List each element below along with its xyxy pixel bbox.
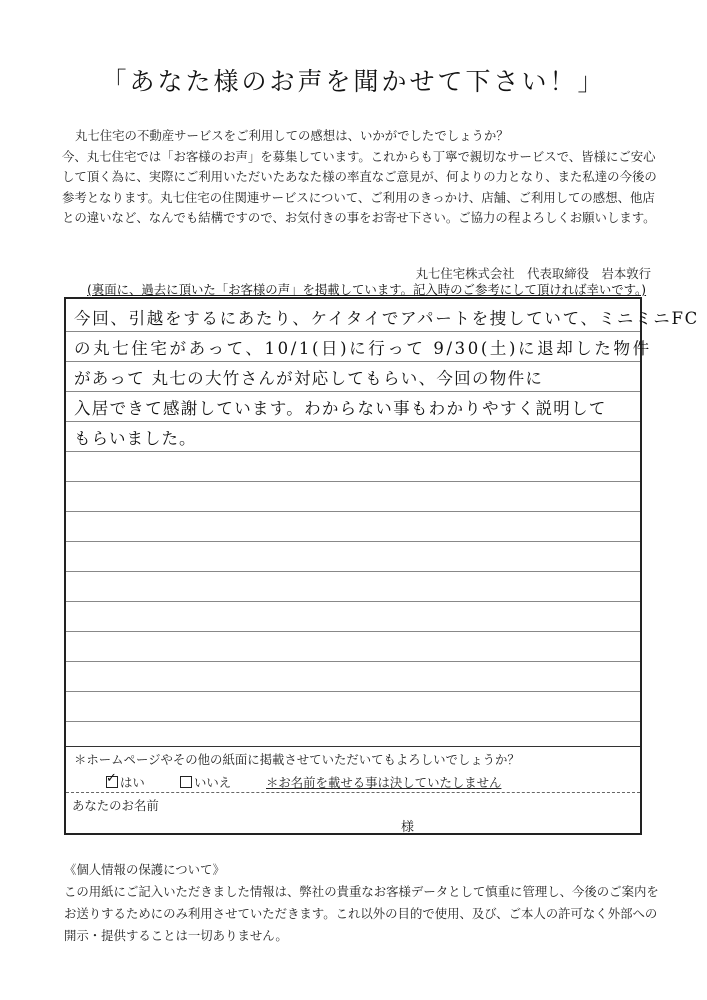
intro-line: との違いなど、なんでも結構ですので、お気付きの事をお寄せ下さい。ご協力の程よろしくお願いします。: [62, 210, 656, 225]
ruled-line: [66, 541, 640, 542]
name-field-label: あなたのお名前: [72, 798, 159, 813]
privacy-line: お送りするためにのみ利用させていただきます。これ以外の目的で使用、及び、ご本人の許可なく外部への: [64, 906, 658, 921]
ruled-line: [66, 601, 640, 602]
privacy-line: この用紙にご記入いただきました情報は、弊社の貴重なお客様データとして慎重に管理し、今後のご案内を: [64, 884, 659, 899]
handwritten-line: もらいました。: [74, 429, 197, 448]
consent-no-option[interactable]: [180, 773, 231, 791]
handwritten-line: の丸七住宅があって、10/1(日)に行って 9/30(土)に退却した物件: [74, 339, 652, 358]
intro-line: 丸七住宅の不動産サービスをご利用しての感想は、いかがでしたでしょうか？: [75, 128, 509, 143]
ruled-line: [66, 511, 640, 512]
check-icon: ✓: [106, 771, 117, 786]
ruled-line: [66, 691, 640, 692]
back-page-note: (裏面に、過去に頂いた「お客様の声」を掲載しています。記入時のご参考にして頂ければ幸いです。): [87, 282, 647, 297]
ruled-line: [66, 661, 640, 662]
dashed-divider: [66, 792, 640, 793]
intro-line: して頂く為に、実際にご利用いただいたあなた様の率直なご意見が、何よりの力となり、また私達の今後の: [62, 169, 657, 184]
comment-box: [64, 297, 699, 835]
page-title: 「あなた様のお声を聞かせて下さい！」: [101, 67, 606, 96]
consent-no-label: いいえ: [194, 775, 232, 790]
handwritten-line: があって 丸七の大竹さんが対応してもらい、今回の物件に: [74, 369, 544, 388]
ruled-line: [66, 631, 640, 632]
ruled-line: [66, 481, 640, 482]
privacy-section: [64, 859, 674, 947]
intro-paragraph: [62, 126, 662, 229]
handwritten-line: 入居できて感謝しています。わからない事もわかりやすく説明して: [74, 399, 607, 418]
ruled-line: [66, 721, 640, 722]
privacy-line: 開示・提供することは一切ありません。: [64, 928, 288, 943]
consent-no-checkbox[interactable]: [180, 776, 192, 788]
signer: 丸七住宅株式会社 代表取締役 岩本敦行: [415, 266, 651, 281]
ruled-line: [66, 571, 640, 572]
name-privacy-warning: ＊お名前を載せる事は決していたしません: [266, 775, 502, 790]
consent-yes-checkbox[interactable]: [106, 771, 118, 788]
privacy-heading: 《個人情報の保護について》: [64, 862, 225, 877]
handwritten-line: 今回、引越をするにあたり、ケイタイでアパートを捜していて、ミニミニFC: [74, 309, 699, 328]
consent-question: ＊ホームページやその他の紙面に掲載させていただいてもよろしいでしょうか？: [74, 752, 520, 767]
section-divider: [66, 746, 640, 747]
intro-line: 今、丸七住宅では「お客様のお声」を募集しています。これからも丁寧で親切なサービスで、皆様にご安心: [62, 148, 656, 164]
consent-yes-option[interactable]: [106, 773, 145, 791]
intro-line: 参考となります。丸七住宅の住関連サービスについて、ご利用のきっかけ、店舗、ご利用しての感想、他店: [62, 189, 655, 205]
name-suffix: 様: [401, 820, 415, 835]
consent-yes-label: はい: [120, 775, 145, 790]
